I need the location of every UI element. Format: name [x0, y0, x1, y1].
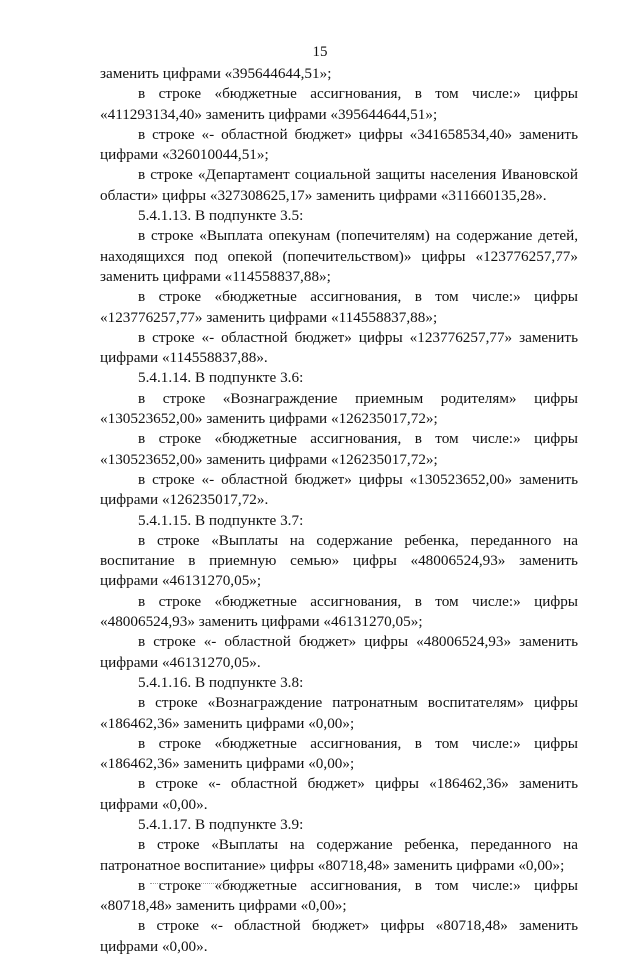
paragraph: в строке «Вознаграждение приемным родителям» цифры «130523652,00» заменить цифрами «126235017,72»; [100, 389, 578, 428]
paragraph: заменить цифрами «395644644,51»; [100, 65, 332, 82]
subclause-heading: 5.4.1.16. В подпункте 3.8: [138, 673, 304, 691]
paragraph: в строке «Департамент социальной защиты населения Ивановской области» цифры «327308625,17» заменить цифрами «311660135,28». [100, 166, 578, 204]
paragraph: в строке «- областной бюджет» цифры «48006524,93» заменить цифрами «46131270,05». [100, 633, 578, 671]
paragraph: в строке «- областной бюджет» цифры «80718,48» заменить цифрами «0,00». [100, 917, 578, 955]
document-body [100, 64, 578, 957]
paragraph: в строке «бюджетные ассигнования, в том числе:» цифры «130523652,00» заменить цифрами «126235017,72»; [100, 430, 578, 468]
paragraph: в строке «- областной бюджет» цифры «341658534,40» заменить цифрами «326010044,51»; [100, 125, 578, 164]
paragraph: в строке «- областной бюджет» цифры «186462,36» заменить цифрами «0,00». [100, 775, 578, 813]
subclause-heading: 5.4.1.15. В подпункте 3.7: [138, 511, 304, 529]
paragraph: в строке «бюджетные ассигнования, в том числе:» цифры «80718,48» заменить цифрами «0,00»; [100, 876, 578, 915]
subclause-heading: 5.4.1.13. В подпункте 3.5: [138, 207, 304, 225]
paragraph: в строке «Выплата опекунам (попечителям) на содержание детей, находящихся под опекой (попечительством)» цифры «123776257,77» заменить цифрами «114558837,88»; [100, 227, 578, 285]
paragraph: в строке «бюджетные ассигнования, в том числе:» цифры «123776257,77» заменить цифрами «114558837,88»; [100, 288, 578, 326]
subclause-heading: 5.4.1.14. В подпункте 3.6: [138, 369, 304, 387]
subclause-heading: 5.4.1.17. В подпункте 3.9: [138, 815, 304, 833]
paragraph: в строке «бюджетные ассигнования, в том числе:» цифры «411293134,40» заменить цифрами «395644644,51»; [100, 85, 578, 123]
page-number: 15 [312, 44, 328, 60]
paragraph: в строке «Выплаты на содержание ребенка, переданного на патронатное воспитание» цифры «80718,48» заменить цифрами «0,00»; [100, 836, 578, 874]
scan-artifact [150, 883, 270, 888]
paragraph: в строке «Вознаграждение патронатным воспитателям» цифры «186462,36» заменить цифрами «0,00»; [100, 694, 578, 732]
paragraph: в строке «Выплаты на содержание ребенка, переданного на воспитание в приемную семью» цифры «48006524,93» заменить цифрами «46131270,05»; [100, 531, 578, 590]
paragraph: в строке «- областной бюджет» цифры «123776257,77» заменить цифрами «114558837,88». [100, 328, 578, 367]
paragraph: в строке «бюджетные ассигнования, в том числе:» цифры «186462,36» заменить цифрами «0,00»; [100, 734, 578, 773]
paragraph: в строке «бюджетные ассигнования, в том числе:» цифры «48006524,93» заменить цифрами «46131270,05»; [100, 592, 578, 631]
paragraph: в строке «- областной бюджет» цифры «130523652,00» заменить цифрами «126235017,72». [100, 470, 578, 509]
